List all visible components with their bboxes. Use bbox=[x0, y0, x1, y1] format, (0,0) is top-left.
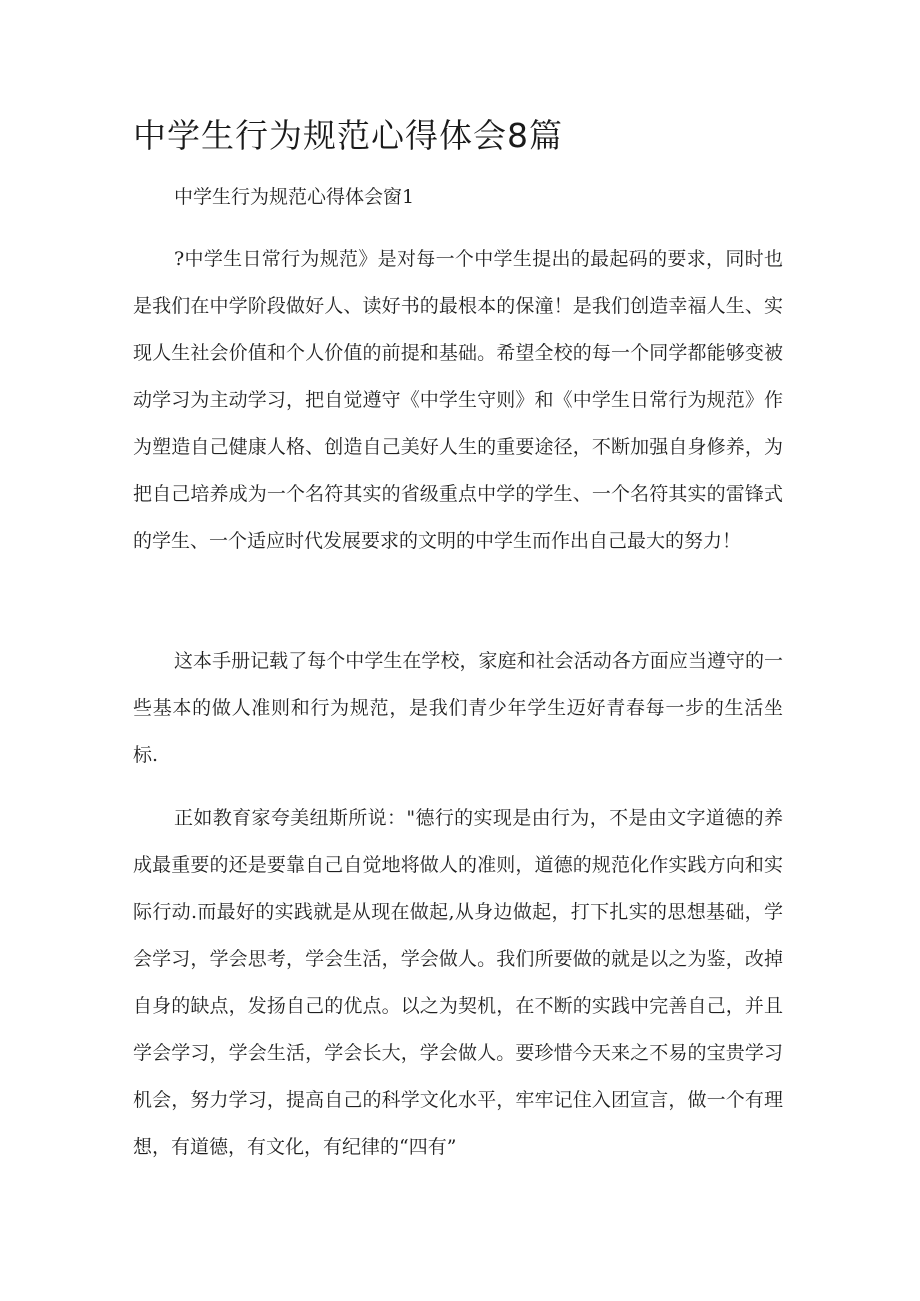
paragraph-1: ?中学生日常行为规范》是对每一个中学生提出的最起码的要求，同时也是我们在中学阶段做好人、读好书的最根本的保潼！是我们创造幸福人生、实现人生社会价值和个人价值的前提和基础。希望全校的每一个同学都能够变被动学习为主动学习，把自觉遵守《中学生守则》和《中学生日常行为规范》作为塑造自己健康人格、创造自己美好人生的重要途径，不断加强自身修养，为把自己培养成为一个名符其实的省级重点中学的学生、一个名符其实的雷锋式的学生、一个适应时代发展要求的文明的中学生而作出自己最大的努力！ bbox=[133, 248, 783, 552]
paragraph-2: 这本手册记载了每个中学生在学校，家庭和社会活动各方面应当遵守的一些基本的做人准则和行为规范，是我们青少年学生迈好青春每一步的生活坐标. bbox=[133, 650, 783, 766]
paragraph-3: 正如教育家夸美纽斯所说："德行的实现是由行为，不是由文字道德的养成最重要的还是要靠自己自觉地将做人的准则，道德的规范化作实践方向和实际行动.而最好的实践就是从现在做起,从身边做起，打下扎实的思想基础，学会学习，学会思考，学会生活，学会做人。我们所要做的就是以之为鉴，改掉自身的缺点，发扬自己的优点。以之为契机，在不断的实践中完善自己，并且学会学习，学会生活，学会长大，学会做人。要珍惜今天来之不易的宝贵学习机会，努力学习，提高自己的科学文化水平，牢牢记住入团宣言，做一个有理想，有道德，有文化，有纪律的“四有” bbox=[133, 807, 783, 1158]
document-title: 中学生行为规范心得体会8篇 bbox=[133, 116, 563, 155]
section-subtitle: 中学生行为规范心得体会窗1 bbox=[174, 186, 415, 208]
